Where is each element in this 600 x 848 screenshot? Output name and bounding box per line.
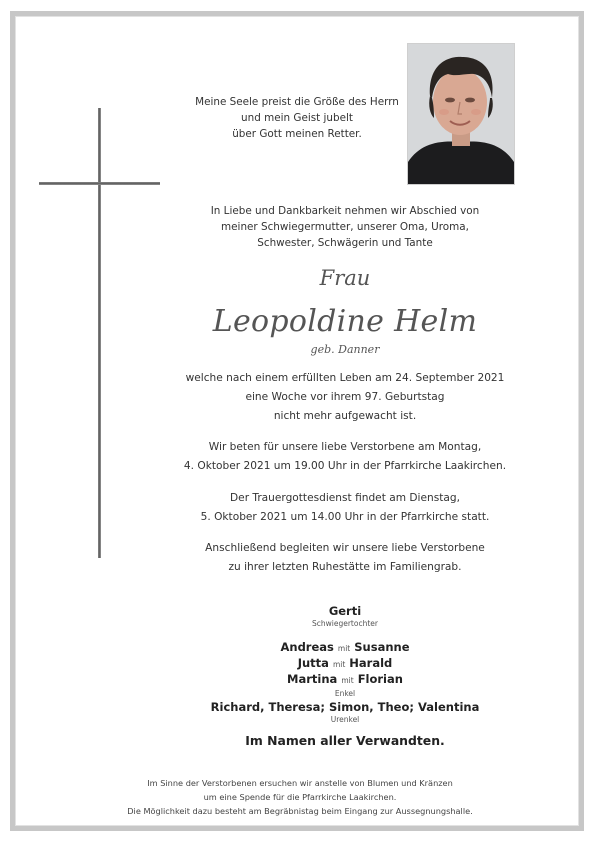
mit-connector: mit — [332, 660, 346, 669]
great-grandchildren-relation: Urenkel — [330, 715, 360, 724]
death-notice-line: nicht mehr aufgewacht ist. — [273, 410, 417, 422]
psalm-line: und mein Geist jubelt — [241, 112, 353, 124]
prayer-line: Wir beten für unsere liebe Verstorbene am Montag, — [208, 441, 482, 453]
psalm-line: über Gott meinen Retter. — [232, 128, 362, 140]
grandchild-name: Jutta — [297, 656, 329, 670]
mourner-grandchildren — [145, 640, 545, 699]
cross-vertical-bar — [98, 108, 101, 558]
service-line: 5. Oktober 2021 um 14.00 Uhr in der Pfarrkirche statt. — [200, 511, 490, 523]
service-info — [145, 489, 545, 527]
portrait-photo — [407, 43, 515, 185]
intro-line: In Liebe und Dankbarkeit nehmen wir Abschied von — [210, 205, 480, 217]
footer-note — [0, 776, 600, 818]
footer-line: um eine Spende für die Pfarrkirche Laakirchen. — [203, 792, 397, 802]
burial-info — [145, 539, 545, 577]
death-notice-line: eine Woche vor ihrem 97. Geburtstag — [245, 391, 445, 403]
footer-line: Die Möglichkeit dazu besteht am Begräbnistag beim Eingang zur Aussegnungshalle. — [127, 806, 473, 816]
cross-horizontal-bar — [39, 182, 160, 185]
intro-line: Schwester, Schwägerin und Tante — [257, 237, 433, 249]
grandchildren-relation: Enkel — [334, 689, 356, 698]
birth-name: geb. Danner — [310, 343, 380, 356]
deceased-name: Leopoldine Helm — [212, 304, 478, 339]
burial-line: zu ihrer letzten Ruhestätte im Familiengrab. — [228, 561, 462, 573]
mit-connector: mit — [341, 676, 354, 685]
service-line: Der Trauergottesdienst findet am Dienstag, — [230, 492, 460, 504]
prayer-line: 4. Oktober 2021 um 19.00 Uhr in der Pfarrkirche Laakirchen. — [183, 460, 507, 472]
burial-line: Anschließend begleiten wir unsere liebe Verstorbene — [205, 542, 485, 554]
grandchild-name: Andreas — [280, 640, 334, 654]
footer-line: Im Sinne der Verstorbenen ersuchen wir anstelle von Blumen und Kränzen — [147, 778, 453, 788]
mit-connector: mit — [337, 644, 351, 653]
grandchild-partner-name: Susanne — [354, 640, 410, 654]
grandchild-pair — [145, 656, 545, 672]
salutation: Frau — [319, 266, 371, 290]
psalm-line: Meine Seele preist die Größe des Herrn — [195, 96, 399, 108]
psalm-verse — [190, 94, 404, 142]
death-notice-line: welche nach einem erfüllten Leben am 24. September 2021 — [185, 372, 505, 384]
grandchild-pair — [145, 672, 545, 688]
great-grandchildren-names: Richard, Theresa; Simon, Theo; Valentina — [210, 700, 480, 714]
prayer-info — [145, 438, 545, 476]
grandchild-partner-name: Florian — [357, 672, 403, 686]
grandchild-partner-name: Harald — [349, 656, 393, 670]
intro-line: meiner Schwiegermutter, unserer Oma, Uroma, — [221, 221, 469, 233]
mourner-great-grandchildren — [145, 700, 545, 725]
portrait-photo-illustration — [408, 44, 514, 184]
mourner-relation: Schwiegertochter — [312, 619, 378, 628]
mourner-name: Gerti — [328, 604, 362, 618]
farewell-intro — [145, 203, 545, 251]
closing-line: Im Namen aller Verwandten. — [245, 733, 445, 748]
death-notice — [145, 369, 545, 426]
grandchild-pair — [145, 640, 545, 656]
mourner-daughter-in-law — [145, 604, 545, 629]
grandchild-name: Martina — [287, 672, 338, 686]
